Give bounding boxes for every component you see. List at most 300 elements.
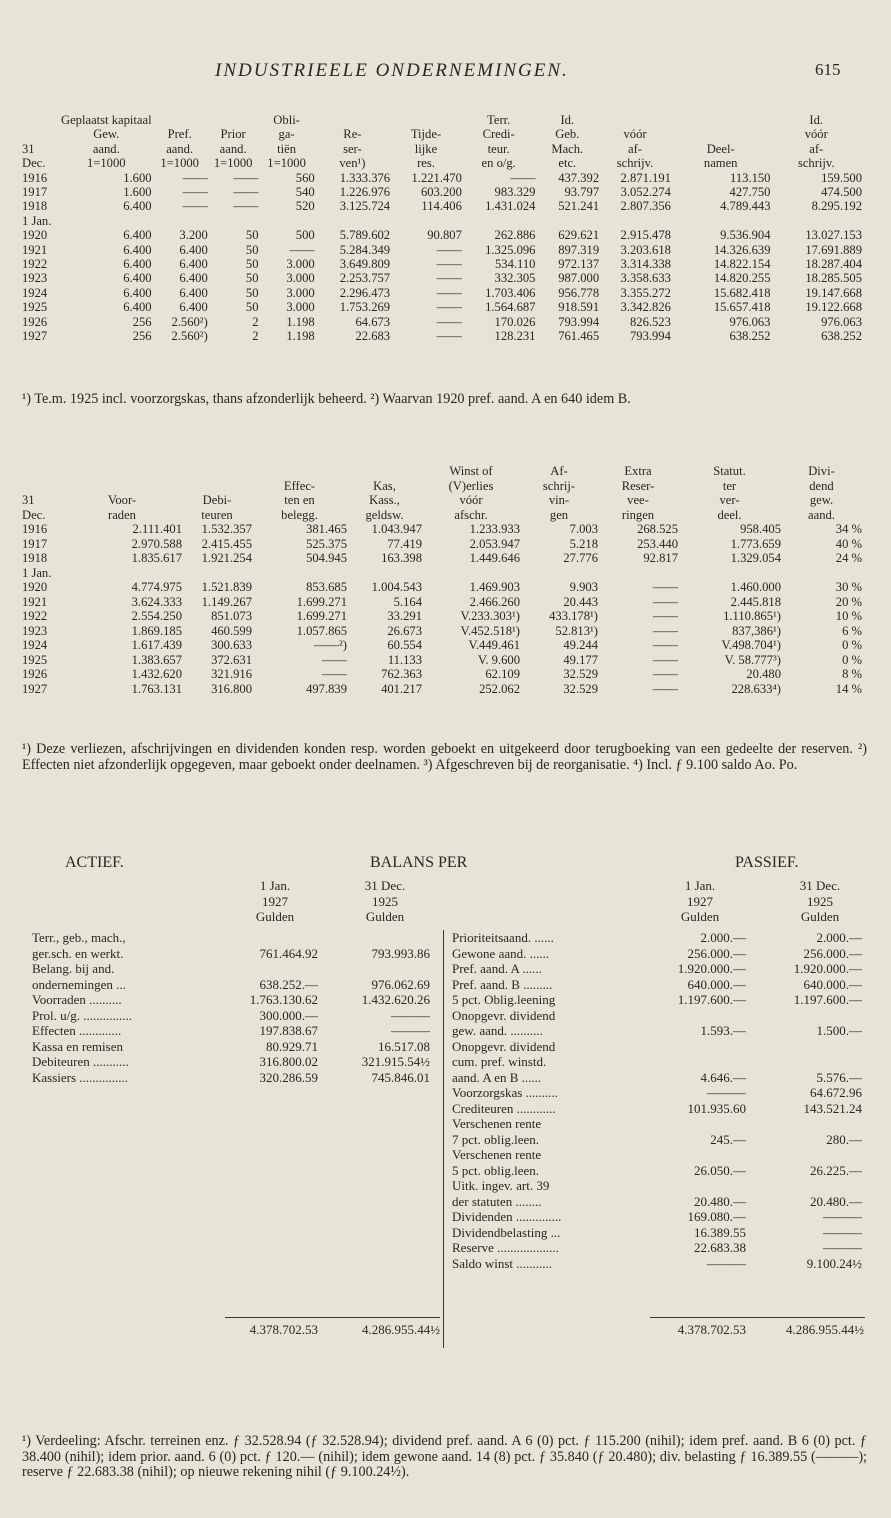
header-cell: af- bbox=[628, 141, 642, 156]
table-cell: 1918 bbox=[22, 551, 48, 565]
results-row bbox=[22, 522, 862, 537]
table-cell bbox=[259, 214, 315, 228]
header-cell bbox=[315, 113, 390, 127]
actief-total-1925: 4.286.955.44½ bbox=[362, 1322, 440, 1337]
header-cell: Geplaatst kapitaal bbox=[61, 113, 152, 127]
table-cell: 520 bbox=[295, 199, 315, 214]
header-cell: schrijv. bbox=[616, 156, 654, 171]
table-cell: 4.789.443 bbox=[720, 199, 771, 214]
table-cell: 2.415.455 bbox=[201, 536, 252, 551]
table-cell: 159.500 bbox=[821, 170, 862, 185]
table-cell: 256 bbox=[132, 314, 152, 329]
table-cell: 33.291 bbox=[387, 609, 422, 623]
table-cell bbox=[535, 214, 599, 228]
table-cell: 560 bbox=[295, 170, 315, 185]
table-cell: 24 % bbox=[835, 551, 862, 565]
running-title: INDUSTRIEELE ONDERNEMINGEN. bbox=[215, 60, 569, 81]
actief-values-1925: 793.993.86 976.062.69 1.432.620.26 ——— ——— 16.517.08 321.915.54½ 745.846.01 bbox=[361, 945, 430, 1085]
table-cell: 6.400 bbox=[123, 257, 152, 272]
table-cell: 1918 bbox=[22, 199, 48, 214]
table-cell: —— bbox=[652, 638, 678, 652]
table-cell: 14.822.154 bbox=[713, 257, 771, 272]
table-cell: 1.110.865¹) bbox=[723, 609, 781, 623]
table-cell: 60.554 bbox=[387, 638, 422, 652]
table-cell: 17.691.889 bbox=[805, 242, 862, 257]
header-cell: Id. bbox=[809, 113, 824, 127]
table-cell bbox=[770, 214, 862, 228]
table-cell: 826.523 bbox=[629, 314, 671, 329]
table-cell: 14 % bbox=[835, 681, 862, 696]
header-cell: 31 bbox=[22, 493, 35, 507]
table-cell: 381.465 bbox=[306, 522, 347, 536]
table-cell: 2.554.250 bbox=[131, 609, 182, 623]
table-cell: V. 58.777³) bbox=[724, 652, 781, 667]
table-cell: 2.970.588 bbox=[131, 536, 182, 551]
table-cell: 1926 bbox=[22, 314, 48, 329]
table-cell: 504.945 bbox=[306, 551, 347, 565]
table-cell: 19.147.668 bbox=[805, 285, 862, 300]
table-cell: 1.431.024 bbox=[485, 199, 536, 214]
header-cell: vee- bbox=[627, 493, 649, 507]
table-cell: —— bbox=[436, 271, 462, 286]
header-cell: Gew. bbox=[93, 127, 120, 142]
header-cell: res. bbox=[417, 156, 435, 171]
table-cell: 30 % bbox=[835, 580, 862, 594]
table-cell: 9.903 bbox=[569, 580, 598, 594]
passief-values-1927: 2.000.— 256.000.— 1.920.000.— 640.000.— 1.197.600.— 1.593.— 4.646.— ——— 101.935.60 245.— 26.050.— 20.480.— 169.080.— 16.389.55 22.683.38 ——— bbox=[677, 930, 746, 1271]
table-cell: 316.800 bbox=[211, 681, 252, 696]
table-cell: 372.631 bbox=[211, 652, 252, 667]
table-cell: 1.921.254 bbox=[201, 551, 252, 565]
table-cell: —— bbox=[436, 242, 462, 257]
balance-title: BALANS PER bbox=[370, 854, 468, 871]
table-cell: 6.400 bbox=[123, 228, 152, 243]
table-cell: —— bbox=[652, 652, 678, 667]
table-cell: 26.673 bbox=[387, 623, 422, 638]
table-cell: 437.392 bbox=[558, 170, 600, 185]
header-cell: Pref. bbox=[167, 127, 192, 142]
table-cell bbox=[599, 214, 671, 228]
table-cell: 853.685 bbox=[306, 580, 347, 594]
table-cell: 1.763.131 bbox=[131, 681, 182, 696]
table-cell: 1.699.271 bbox=[296, 594, 347, 609]
table-cell: 1.325.096 bbox=[485, 242, 536, 257]
table-cell: —— bbox=[436, 285, 462, 300]
table-cell: 92.817 bbox=[643, 551, 678, 565]
table-cell: —— bbox=[182, 199, 208, 214]
table-cell: 761.465 bbox=[558, 329, 600, 344]
table-cell: 50 bbox=[245, 257, 259, 272]
table-cell: 851.073 bbox=[211, 609, 252, 623]
table-cell: 3.000 bbox=[286, 257, 315, 272]
passief-values-1925: 2.000.— 256.000.— 1.920.000.— 640.000.— 1.197.600.— 1.500.— 5.576.— 64.672.96 143.521.24 280.— 26.225.— 20.480.— ——— ——— ——— 9.100.24½ bbox=[793, 930, 862, 1271]
table-cell: 14.326.639 bbox=[713, 242, 771, 257]
capital-row bbox=[22, 243, 862, 257]
header-cell bbox=[208, 113, 259, 127]
table-cell: 1 Jan. bbox=[22, 565, 52, 580]
table-cell: 50 bbox=[245, 228, 259, 243]
table-cell: 1917 bbox=[22, 185, 48, 200]
table-cell: 268.525 bbox=[637, 522, 678, 536]
table-cell: 1.383.657 bbox=[131, 652, 182, 667]
results-row bbox=[22, 638, 862, 653]
actief-heading: ACTIEF. bbox=[65, 854, 124, 871]
table-cell: 62.109 bbox=[485, 667, 520, 681]
capital-row bbox=[22, 228, 862, 242]
header-cell: (V)erlies bbox=[448, 478, 494, 493]
header-cell: Dec. bbox=[22, 156, 46, 171]
table-cell: 2.053.947 bbox=[469, 536, 520, 551]
table-cell: 5.218 bbox=[569, 536, 598, 551]
results-row bbox=[22, 566, 862, 581]
table-cell: 0 % bbox=[842, 652, 862, 667]
table-cell: 629.621 bbox=[558, 228, 600, 243]
table-cell: 7.003 bbox=[569, 522, 598, 536]
table-cell: 4.774.975 bbox=[131, 580, 182, 594]
header-cell: Kas, bbox=[373, 478, 396, 493]
table-cell: 3.200 bbox=[179, 228, 208, 243]
table-cell: 1.198 bbox=[286, 314, 315, 329]
table-cell bbox=[598, 566, 678, 581]
table-cell: 1922 bbox=[22, 257, 48, 272]
header-cell: ven¹) bbox=[339, 156, 366, 171]
header-cell: Af- bbox=[550, 464, 568, 478]
capital-table bbox=[22, 113, 862, 344]
results-row bbox=[22, 595, 862, 610]
table-cell: 1.449.646 bbox=[469, 551, 520, 565]
results-row bbox=[22, 537, 862, 552]
table-cell: 2 bbox=[252, 314, 259, 329]
table-cell: V.498.704¹) bbox=[721, 638, 781, 652]
table-cell: 1.835.617 bbox=[131, 551, 182, 565]
header-cell bbox=[22, 464, 62, 479]
header-cell: Debi- bbox=[202, 493, 232, 507]
table-cell: 113.150 bbox=[730, 170, 771, 185]
header-cell bbox=[22, 127, 61, 141]
table-cell: 6.400 bbox=[179, 257, 208, 272]
table-cell: 2.560²) bbox=[171, 314, 208, 329]
table-cell: 2 bbox=[252, 329, 259, 344]
table-cell: 10 % bbox=[835, 609, 862, 623]
page-number: 615 bbox=[815, 60, 841, 79]
header-cell: Id. bbox=[560, 113, 575, 127]
header-cell bbox=[671, 127, 771, 141]
table-cell bbox=[208, 214, 259, 228]
header-cell: vóór bbox=[459, 493, 483, 507]
table-cell: 6.400 bbox=[123, 285, 152, 300]
table-cell: 5.284.349 bbox=[339, 242, 391, 257]
table-cell: 1927 bbox=[22, 681, 48, 696]
header-cell: 1=1000 bbox=[160, 156, 199, 171]
table-cell: 6.400 bbox=[123, 300, 152, 315]
capital-row bbox=[22, 199, 862, 213]
passief-sum-line bbox=[650, 1317, 865, 1318]
table-cell: 1.226.976 bbox=[339, 185, 391, 200]
table-cell: —— bbox=[436, 314, 462, 329]
header-cell bbox=[347, 464, 422, 479]
table-cell bbox=[152, 214, 208, 228]
table-cell: 5.789.602 bbox=[339, 228, 391, 243]
header-cell: belegg. bbox=[281, 507, 318, 522]
table-cell: 497.839 bbox=[306, 681, 347, 696]
table-cell: 958.405 bbox=[740, 522, 781, 536]
table-cell: 20 % bbox=[835, 594, 862, 609]
table-cell: 2.915.478 bbox=[620, 228, 671, 243]
table-cell: 8.295.192 bbox=[811, 199, 862, 214]
header-cell: aand. bbox=[92, 141, 120, 156]
header-cell: Voor- bbox=[107, 493, 137, 507]
table-cell: 11.133 bbox=[387, 652, 422, 667]
header-cell bbox=[252, 464, 347, 479]
table-cell: 1.333.376 bbox=[339, 170, 391, 185]
table-cell: 64.673 bbox=[355, 314, 391, 329]
table-cell bbox=[347, 566, 422, 581]
table-cell: 638.252 bbox=[729, 329, 771, 344]
header-cell: 1=1000 bbox=[267, 156, 306, 171]
table-cell: 2.871.191 bbox=[620, 170, 671, 185]
table-cell: 6.400 bbox=[123, 242, 152, 257]
table-cell: —— bbox=[321, 652, 347, 667]
table-cell: 3.000 bbox=[286, 271, 315, 286]
table-cell: 972.137 bbox=[558, 257, 600, 272]
table-cell: 1925 bbox=[22, 652, 48, 667]
table-cell: 6.400 bbox=[179, 300, 208, 315]
table-cell: 256 bbox=[132, 329, 152, 344]
table-header-row bbox=[22, 127, 862, 141]
capital-row bbox=[22, 257, 862, 271]
table-cell: 252.062 bbox=[479, 681, 520, 696]
table-cell: 793.994 bbox=[629, 329, 671, 344]
header-cell: ser- bbox=[343, 141, 362, 156]
table-cell: 6.400 bbox=[179, 242, 208, 257]
table-cell bbox=[252, 566, 347, 581]
header-cell: afschr. bbox=[454, 507, 488, 522]
table-cell: 1.043.947 bbox=[371, 522, 422, 536]
table-cell: 1.057.865 bbox=[296, 623, 347, 638]
capital-row bbox=[22, 185, 862, 199]
running-header bbox=[0, 60, 891, 84]
table-cell: 9.536.904 bbox=[720, 228, 771, 243]
table-cell: 1925 bbox=[22, 300, 48, 315]
table-cell: 1.221.470 bbox=[411, 170, 462, 185]
capital-row bbox=[22, 329, 862, 343]
table-cell: 2.445.818 bbox=[730, 594, 781, 609]
table-cell: —— bbox=[652, 580, 678, 594]
table-cell: 332.305 bbox=[494, 271, 536, 286]
table-cell: —— bbox=[436, 329, 462, 344]
table-cell: 1.773.659 bbox=[730, 536, 781, 551]
header-cell: gen bbox=[549, 507, 569, 522]
table-cell: 50 bbox=[245, 300, 259, 315]
table-cell: 3.052.274 bbox=[620, 185, 671, 200]
capital-row bbox=[22, 171, 862, 185]
table-cell: 253.440 bbox=[637, 536, 678, 551]
table-cell: 300.633 bbox=[211, 638, 252, 652]
table-cell: 1 Jan. bbox=[22, 213, 52, 228]
table-cell bbox=[520, 566, 598, 581]
table-cell: —— bbox=[233, 170, 259, 185]
header-cell: Deel- bbox=[706, 141, 735, 156]
table-cell: 1.869.185 bbox=[131, 623, 182, 638]
table-cell: 50 bbox=[245, 242, 259, 257]
table-cell: —— bbox=[436, 300, 462, 315]
table-cell: 3.000 bbox=[286, 285, 315, 300]
actief-labels: Terr., geb., mach., ger.sch. en werkt. Belang. bij and. ondernemingen ... Voorraden .......... Prol. u/g. ............... Effecten ............. Kassa en remisen Debiteuren ........... Kassiers ............... bbox=[32, 930, 133, 1085]
table-cell: —— bbox=[652, 623, 678, 638]
table-cell: —— bbox=[182, 185, 208, 200]
table-header-row bbox=[22, 464, 862, 479]
table-cell: 50 bbox=[245, 271, 259, 286]
table-cell: 1.600 bbox=[123, 185, 152, 200]
table-cell: 976.063 bbox=[729, 314, 771, 329]
table-cell bbox=[462, 214, 536, 228]
table-cell: 1.004.543 bbox=[371, 580, 422, 594]
header-cell: Divi- bbox=[808, 464, 835, 478]
header-cell: ten en bbox=[284, 493, 315, 507]
table-cell: 27.776 bbox=[563, 551, 598, 565]
table-cell: 2.560²) bbox=[171, 329, 208, 344]
table-cell: 1916 bbox=[22, 170, 48, 185]
table-cell: —— bbox=[436, 257, 462, 272]
results-row bbox=[22, 667, 862, 682]
header-cell: raden bbox=[108, 507, 136, 522]
table-cell: 603.200 bbox=[420, 185, 462, 200]
passief-col-1927-head: 1 Jan. 1927 Gulden bbox=[680, 878, 720, 924]
table-cell: 1.564.687 bbox=[485, 300, 536, 315]
table-cell: 6.400 bbox=[179, 271, 208, 286]
table-cell: 1.753.269 bbox=[339, 300, 391, 315]
table-cell: 93.797 bbox=[564, 185, 600, 200]
table-cell: 3.342.826 bbox=[620, 300, 671, 315]
header-cell: vóór bbox=[804, 127, 828, 142]
passief-total-1925: 4.286.955.44½ bbox=[786, 1322, 864, 1337]
header-cell: etc. bbox=[558, 156, 577, 171]
table-cell: 1923 bbox=[22, 271, 48, 286]
table-cell: 460.599 bbox=[211, 623, 252, 638]
table-header-row bbox=[22, 142, 862, 156]
table-cell: 6 % bbox=[842, 623, 862, 638]
table-cell: 8 % bbox=[842, 667, 862, 681]
table-cell: 1922 bbox=[22, 609, 48, 623]
table-cell: 1.699.271 bbox=[296, 609, 347, 623]
actief-col-1927-head: 1 Jan. 1927 Gulden bbox=[255, 878, 295, 924]
balance-divider bbox=[443, 930, 444, 1348]
table-cell: 15.682.418 bbox=[713, 285, 771, 300]
table-header-row bbox=[22, 479, 862, 494]
passief-total-1927: 4.378.702.53 bbox=[677, 1322, 746, 1337]
header-cell: namen bbox=[703, 156, 738, 171]
header-cell bbox=[62, 479, 182, 494]
header-cell: 31 bbox=[22, 141, 35, 156]
table-header-row bbox=[22, 508, 862, 523]
table-cell: 52.813¹) bbox=[555, 623, 598, 638]
header-cell bbox=[182, 479, 252, 494]
table-cell: —— bbox=[510, 170, 536, 185]
header-cell: gew. bbox=[809, 493, 834, 507]
table-cell: 40 % bbox=[835, 536, 862, 551]
table-cell: 3.358.633 bbox=[620, 271, 671, 286]
results-row bbox=[22, 682, 862, 697]
results-row bbox=[22, 580, 862, 595]
table-cell: 3.624.333 bbox=[131, 594, 182, 609]
header-cell bbox=[62, 464, 182, 479]
table-cell: 163.398 bbox=[381, 551, 422, 565]
table-cell: 1926 bbox=[22, 667, 48, 681]
table-cell: 2.466.260 bbox=[469, 594, 520, 609]
table-cell: 20.443 bbox=[563, 594, 598, 609]
header-cell: en o/g. bbox=[481, 156, 516, 171]
table-header-row bbox=[22, 493, 862, 508]
balance-footnote: ¹) Verdeeling: Afschr. terreinen enz. ƒ 32.528.94 (ƒ 32.528.94); dividend pref. aand. A 6 (0) pct. ƒ 115.200 (nihil); idem pref. aand. B 6 (0) pct. ƒ 38.400 (nihil); idem prior. aand. 6 (0) pct. ƒ 120.— (nihil); idem gewone aand. 14 (8) pct. ƒ 35.840 (ƒ 20.480); div. belasting ƒ 16.389.55 (———); reserve ƒ 22.683.38 (nihil); op nieuwe rekening nihil (ƒ 9.100.24½). bbox=[22, 1433, 867, 1480]
table-cell: 540 bbox=[295, 185, 315, 200]
table-cell: 6.400 bbox=[123, 271, 152, 286]
table-cell bbox=[61, 214, 152, 228]
header-cell: 1=1000 bbox=[86, 156, 126, 171]
header-cell: 1=1000 bbox=[213, 156, 253, 171]
table-cell bbox=[422, 566, 520, 581]
table-cell: —— bbox=[652, 609, 678, 623]
table-cell: 1923 bbox=[22, 623, 48, 638]
header-cell: Tijde- bbox=[410, 127, 442, 142]
actief-sum-line bbox=[225, 1317, 440, 1318]
header-cell: ringen bbox=[621, 507, 655, 522]
table-cell: 19.122.668 bbox=[805, 300, 862, 315]
table-cell: 321.916 bbox=[211, 667, 252, 681]
table-cell bbox=[678, 566, 781, 581]
header-cell: Dec. bbox=[22, 507, 46, 522]
actief-total-1927: 4.378.702.53 bbox=[249, 1322, 318, 1337]
table-cell: 3.000 bbox=[286, 300, 315, 315]
results-row bbox=[22, 624, 862, 639]
header-cell: ter bbox=[722, 478, 737, 493]
header-cell: vóór bbox=[623, 127, 647, 142]
header-cell: Reser- bbox=[621, 478, 655, 493]
header-cell bbox=[390, 113, 462, 127]
table-cell: —— bbox=[233, 185, 259, 200]
header-cell bbox=[152, 113, 208, 127]
table-cell: 5.164 bbox=[393, 594, 422, 609]
table-cell: 34 % bbox=[835, 522, 862, 536]
table-cell: 15.657.418 bbox=[713, 300, 771, 315]
header-cell: Statut. bbox=[713, 464, 746, 478]
table-cell: 3.203.618 bbox=[620, 242, 671, 257]
table-cell: 1.532.357 bbox=[201, 522, 252, 536]
capital-row bbox=[22, 315, 862, 329]
header-cell bbox=[22, 113, 61, 127]
table-header-row bbox=[22, 156, 862, 170]
table-cell: 18.285.505 bbox=[805, 271, 862, 286]
header-cell: Winst of bbox=[449, 464, 493, 478]
table-cell: 1.432.620 bbox=[131, 667, 182, 681]
header-cell: ver- bbox=[719, 493, 740, 507]
table-cell: 1921 bbox=[22, 594, 48, 609]
table-cell: 6.400 bbox=[179, 285, 208, 300]
table-header-row bbox=[22, 113, 862, 127]
header-cell: aand. bbox=[219, 141, 247, 156]
table-cell bbox=[390, 214, 462, 228]
capital-table-footnote: ¹) Te.m. 1925 incl. voorzorgskas, thans afzonderlijk beheerd. ²) Waarvan 1920 pref. aand. A en 640 idem B. bbox=[22, 391, 631, 407]
header-cell: schrijv. bbox=[797, 156, 835, 171]
table-cell: 897.319 bbox=[558, 242, 600, 257]
table-cell: 525.375 bbox=[306, 536, 347, 551]
capital-row bbox=[22, 214, 862, 228]
header-cell bbox=[671, 113, 771, 127]
table-cell: V. 9.600 bbox=[477, 652, 520, 667]
header-cell: teuren bbox=[201, 507, 233, 522]
table-cell: V.452.518¹) bbox=[460, 623, 520, 638]
header-cell: Extra bbox=[624, 464, 652, 478]
table-cell: 32.529 bbox=[563, 681, 598, 696]
